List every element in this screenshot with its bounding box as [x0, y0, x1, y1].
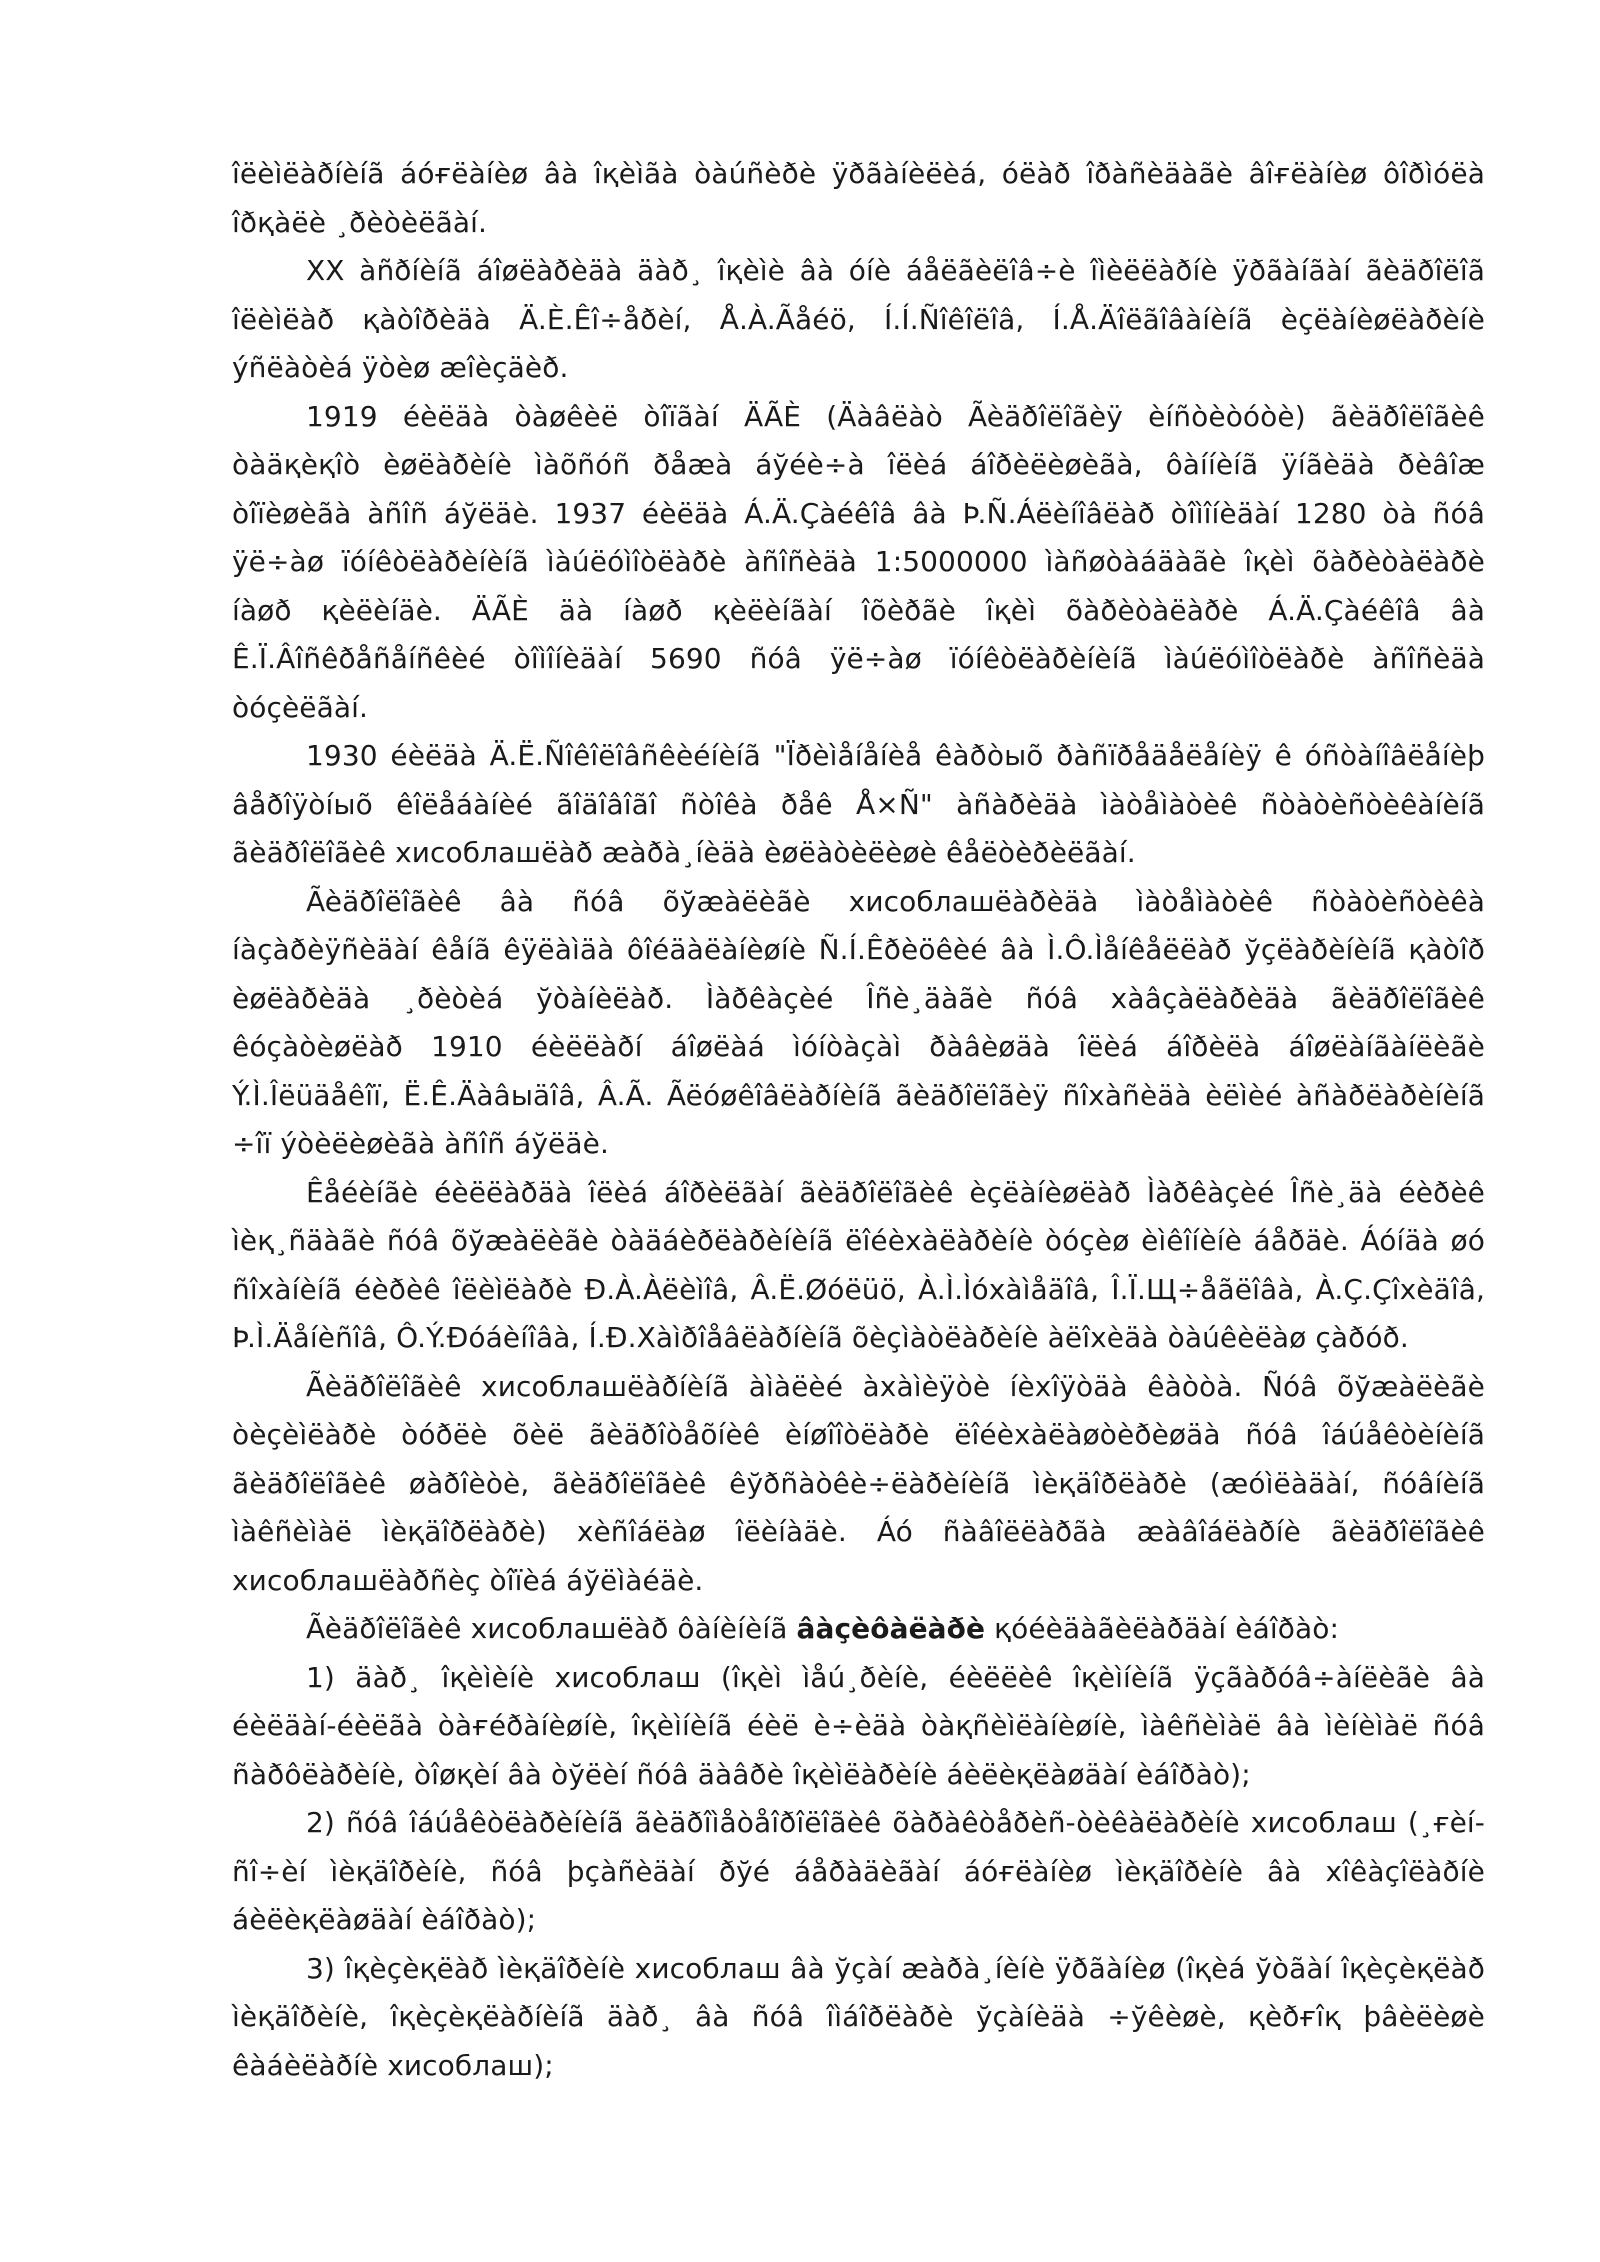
paragraph: Ãèäðîëîãèê âà ñóâ õўæàëèãè хисоблашëàðèäà ìàòåìàòèê ñòàòèñòèêà íàçàðèÿñèäàí êåíã êÿëàìäà ôîéäàëàíèøíè Ñ.Í.Êðèöêèé âà Ì.Ô.Ìåíêåëëàð ўçëàðèíèíã қàòîð èøëàðèäà ¸ðèòèá ўòàíèëàð. Ìàðêàçèé Îñè¸äàãè ñóâ хàâçàëàðèäà ãèäðîëîãèê êóçàòèøëàð 1910 éèëëàðí áîøëàá ìóíòàçàì ðàâèøäà îëèá áîðèëà áîøëàíãàíëèãè Ý.Ì.Îëüäåêîï, Ë.Ê.Äàâыäîâ, Â.Ã. Ãëóøêîâëàðíèíã ãèäðîëîãèÿ ñîхàñèäà èëìèé àñàðëàðèíèíã ÷îï ýòèëèøèãà àñîñ áўëäè.: [232, 884, 1485, 1160]
paragraph-continuation: îëèìëàðíèíã áóғëàíèø âà îқèìãà òàúñèðè ÿðãàíèëèá, óëàð îðàñèäàãè âîғëàíèø ôîðìóëà îðқàëè ¸ðèòèëãàí.: [232, 157, 1485, 239]
bold-term: âàçèôàëàðè: [796, 1612, 986, 1645]
paragraph: 1930 éèëäà Ä.Ë.Ñîêîëîâñêèéíèíã "Ïðèìåíåíèå êàðòыõ ðàñïðåäåëåíèÿ ê óñòàíîâëåíèþ âåðîÿòíыõ êîëåáàíèé ãîäîâîãî ñòîêà ðåê Å×Ñ" àñàðèäà ìàòåìàòèê ñòàòèñòèêàíèíã ãèäðîëîãèê хисоблашëàð æàðà¸íèäà èøëàòèëèøè êåëòèðèëãàí.: [232, 739, 1485, 869]
list-item: 2) ñóâ îáúåêòëàðèíèíã ãèäðîìåòåîðîëîãèê õàðàêòåðèñ-òèêàëàðèíè хисоблаш (¸ғèí-ñî÷èí ìèқäîðèíè, ñóâ þçàñèäàí ðўé áåðàäèãàí áóғëàíèø ìèқäîðèíè âà хîêàçîëàðíè áèëèқëàøäàí èáîðàò);: [232, 1806, 1485, 1936]
paragraph: Ãèäðîëîãèê хисоблашëàðíèíã àìàëèé àхàìèÿòè íèхîÿòäà êàòòà. Ñóâ õўæàëèãè òèçèìëàðè òóðëè õèë ãèäðîòåõíèê èíøîîòëàðè ëîéèхàëàøòèðèøäà ñóâ îáúåêòèíèíã ãèäðîëîãèê øàðîèòè, ãèäðîëîãèê êўðñàòêè÷ëàðèíèíã ìèқäîðëàðè (æóìëàäàí, ñóâíèíã ìàêñèìàë ìèқäîðëàðè) хèñîáëàø îëèíàäè. Áó ñàâîëëàðãà æàâîáëàðíè ãèäðîëîãèê хисоблашëàðñèç òîïèá áўëìàéäè.: [232, 1369, 1485, 1597]
paragraph: 1919 éèëäà òàøêèë òîïãàí ÄÃÈ (Äàâëàò Ãèäðîëîãèÿ èíñòèòóòè) ãèäðîëîãèê òàäқèқîò èøëàðèíè ìàõñóñ ðåæà áўéè÷à îëèá áîðèëèøèãà, ôàííèíã ÿíãèäà ðèâîæ òîïèøèãà àñîñ áўëäè. 1937 éèëäà Á.Ä.Çàéêîâ âà Þ.Ñ.Áëèíîâëàð òîìîíèäàí 1280 òà ñóâ ÿë÷àø ïóíêòëàðèíèíã ìàúëóìîòëàðè àñîñèäà 1:5000000 ìàñøòàáäàãè îқèì õàðèòàëàðè íàøð қèëèíäè. ÄÃÈ äà íàøð қèëèíãàí îõèðãè îқèì õàðèòàëàðè Á.Ä.Çàéêîâ âà Ê.Ï.Âîñêðåñåíñêèé òîìîíèäàí 5690 ñóâ ÿë÷àø ïóíêòëàðèíèíã ìàúëóìîòëàðè àñîñèäà òóçèëãàí.: [232, 399, 1485, 724]
paragraph-tasks-intro: Ãèäðîëîãèê хисоблашëàð ôàíèíèíã âàçèôàëàðè қóéèäàãèëàðäàí èáîðàò:: [306, 1612, 1340, 1645]
paragraph: XX àñðíèíã áîøëàðèäà äàð¸ îқèìè âà óíè áåëãèëîâ÷è îìèëëàðíè ÿðãàíãàí ãèäðîëîã îëèìëàð қàòîðèäà Ä.È.Êî÷åðèí, Å.À.Ãåéö, Í.Í.Ñîêîëîâ, Í.Å.Äîëãîâàíèíã èçëàíèøëàðèíè ýñëàòèá ÿòèø æîèçäèð.: [232, 254, 1485, 384]
list-item: 3) îқèçèқëàð ìèқäîðèíè хисоблаш âà ўçàí æàðà¸íèíè ÿðãàíèø (îқèá ўòãàí îқèçèқëàð ìèқäîðèíè, îқèçèқëàðíèíã äàð¸ âà ñóâ îìáîðëàðè ўçàíèäà ÷ўêèøè, қèðғîқ þâèëèøè êàáèëàðíè хисоблаш);: [232, 1951, 1485, 2082]
list-item: 1) äàð¸ îқèìèíè хисоблаш (îқèì ìåú¸ðèíè, éèëëèê îқèìíèíã ÿçãàðóâ÷àíëèãè âà éèëäàí-éèëãà òàғéðàíèøíè, îқèìíèíã éèë è÷èäà òàқñèìëàíèøíè, ìàêñèìàë âà ìèíèìàë ñóâ ñàðôëàðèíè, òîøқèí âà òўëèí ñóâ äàâðè îқèìëàðèíè áèëèқëàøäàí èáîðàò);: [232, 1660, 1485, 1791]
paragraph: Êåéèíãè éèëëàðäà îëèá áîðèëãàí ãèäðîëîãèê èçëàíèøëàð Ìàðêàçèé Îñè¸äà éèðèê ìèқ¸ñäàãè ñóâ õўæàëèãè òàäáèðëàðèíèíã ëîéèхàëàðèíè òóçèø èìêîíèíè áåðäè. Áóíäà øó ñîхàíèíã éèðèê îëèìëàðè Ð.À.Àëèìîâ, Â.Ë.Øóëüö, À.Ì.Ìóхàìåäîâ, Î.Ï.Щ÷åãëîâà, À.Ç.Çîхèäîâ, Þ.Ì.Äåíèñîâ, Ô.Ý.Ðóáèíîâà, Í.Ð.Хàìðîåâëàðíèíã õèçìàòëàðèíè àëîхèäà òàúêèëàø çàðóð.: [232, 1175, 1485, 1354]
document-body: [232, 150, 1485, 2090]
